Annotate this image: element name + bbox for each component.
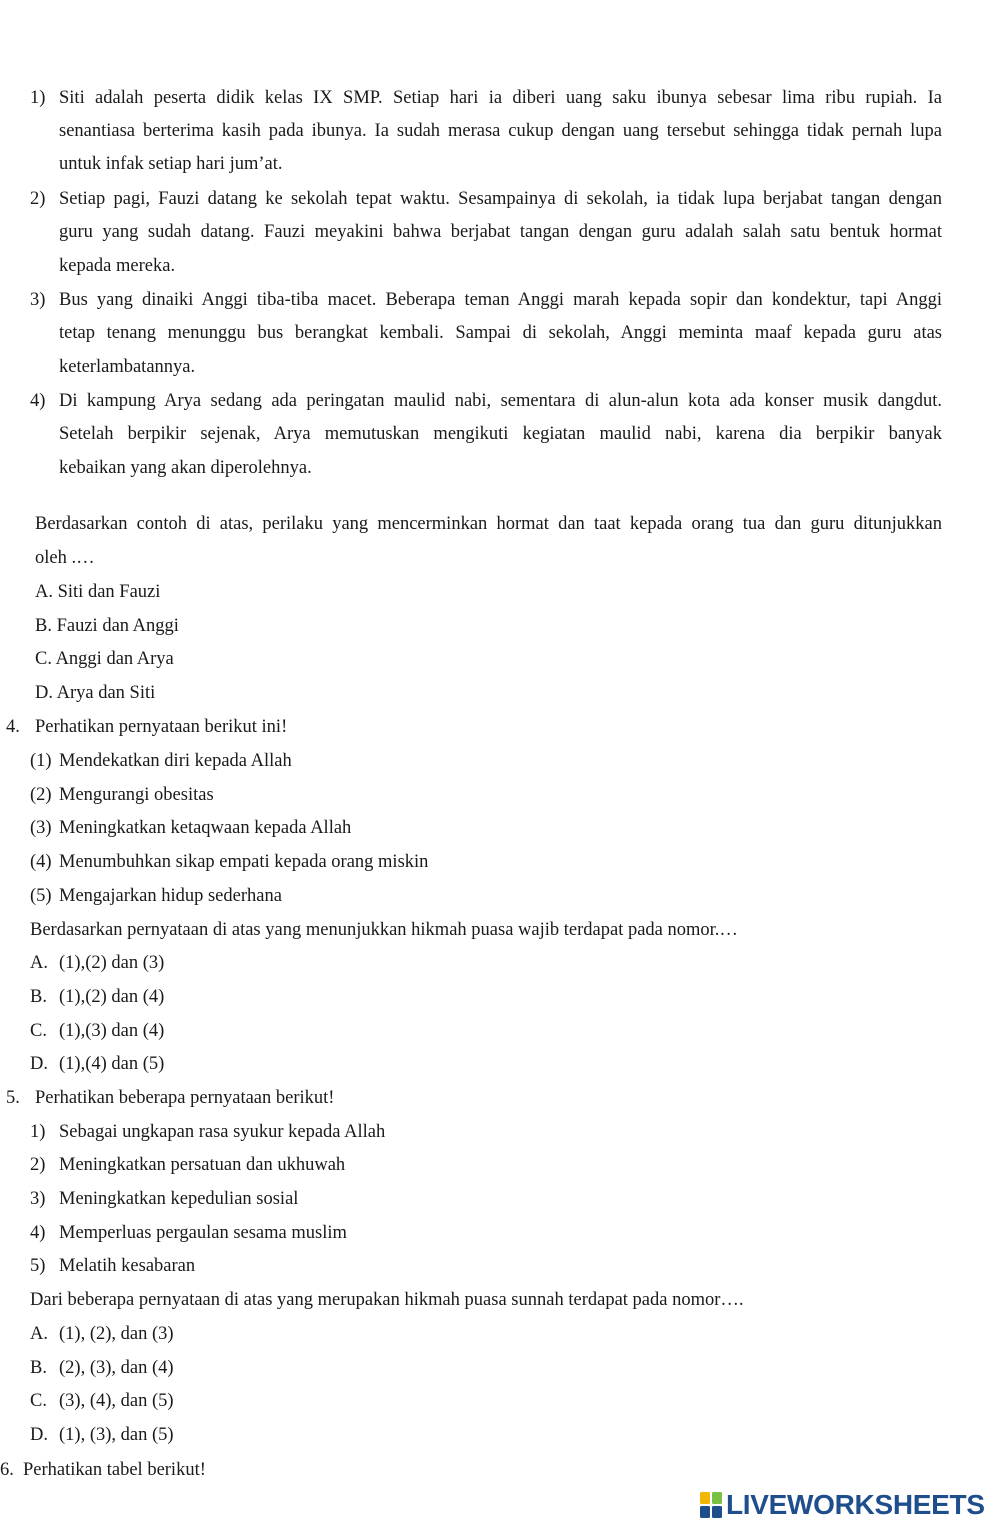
question-text: Dari beberapa pernyataan di atas yang merupakan hikmah puasa sunnah terdapat pada nomor…. [30, 1290, 744, 1310]
option-text: (2), (3), dan (4) [59, 1358, 174, 1378]
item-number: 1) [30, 88, 46, 108]
statement-number: 3) [30, 1189, 46, 1209]
watermark-text: LIVEWORKSHEETS [726, 1489, 985, 1520]
statement-number: 2) [30, 1155, 46, 1175]
statement-number: (5) [30, 886, 52, 906]
statement-number: (3) [30, 818, 52, 838]
item-text-line: Bus yang dinaiki Anggi tiba-tiba macet. Beberapa teman Anggi marah kepada sopir dan kondektur, tapi Anggi [59, 290, 942, 310]
item-text-line: guru yang sudah datang. Fauzi meyakini bahwa berjabat tangan dengan guru adalah salah satu bentuk hormat [59, 222, 942, 242]
option-letter: A. [30, 1324, 48, 1344]
option-text: (1), (3), dan (5) [59, 1425, 174, 1445]
statement-text: Mengajarkan hidup sederhana [59, 886, 282, 906]
item-text-line: tetap tenang menunggu bus berangkat kembali. Sampai di sekolah, Anggi meminta maaf kepada guru atas [59, 323, 942, 343]
answer-option-b[interactable]: B. Fauzi dan Anggi [35, 616, 179, 636]
question-text: Berdasarkan pernyataan di atas yang menunjukkan hikmah puasa wajib terdapat pada nomor.… [30, 920, 738, 940]
statement-text: Meningkatkan persatuan dan ukhuwah [59, 1155, 346, 1175]
item-text-line: untuk infak setiap hari jum’at. [59, 154, 283, 174]
option-letter: C. [30, 1021, 47, 1041]
item-text-line: Setiap pagi, Fauzi datang ke sekolah tepat waktu. Sesampainya di sekolah, ia tidak lupa berjabat tangan dengan [59, 189, 942, 209]
option-text: (1),(3) dan (4) [59, 1021, 165, 1041]
item-text-line: Di kampung Arya sedang ada peringatan maulid nabi, sementara di alun-alun kota ada konser musik dangdut. [59, 391, 942, 411]
option-letter: C. [30, 1391, 47, 1411]
question-number: 4. [6, 717, 20, 737]
answer-option-d[interactable]: D. Arya dan Siti [35, 683, 156, 703]
statement-text: Melatih kesabaran [59, 1256, 196, 1276]
question-number: 5. [6, 1088, 20, 1108]
option-text: (1),(2) dan (4) [59, 987, 165, 1007]
item-text-line: kebaikan yang akan diperolehnya. [59, 458, 312, 478]
statement-number: 4) [30, 1223, 46, 1243]
option-text: (1),(2) dan (3) [59, 953, 165, 973]
liveworksheets-logo [700, 1488, 985, 1522]
statement-text: Mengurangi obesitas [59, 785, 214, 805]
question-title: Perhatikan beberapa pernyataan berikut! [35, 1088, 335, 1108]
option-letter: D. [30, 1425, 48, 1445]
option-letter: D. [30, 1054, 48, 1074]
option-letter: B. [30, 1358, 47, 1378]
option-letter: A. [30, 953, 48, 973]
item-text-line: kepada mereka. [59, 256, 176, 276]
option-letter: B. [30, 987, 47, 1007]
statement-text: Menumbuhkan sikap empati kepada orang miskin [59, 852, 429, 872]
question-text-line: Berdasarkan contoh di atas, perilaku yang mencerminkan hormat dan taat kepada orang tua dan guru ditunjukkan [35, 514, 942, 534]
statement-number: (2) [30, 785, 52, 805]
item-text-line: keterlambatannya. [59, 357, 196, 377]
question-title: Perhatikan tabel berikut! [23, 1460, 206, 1480]
answer-option-c[interactable]: C. Anggi dan Arya [35, 649, 174, 669]
option-text: (3), (4), dan (5) [59, 1391, 174, 1411]
item-text-line: Siti adalah peserta didik kelas IX SMP. Setiap hari ia diberi uang saku ibunya sebesar lima ribu rupiah. Ia [59, 88, 942, 108]
statement-text: Meningkatkan kepedulian sosial [59, 1189, 299, 1209]
option-text: (1),(4) dan (5) [59, 1054, 165, 1074]
statement-number: 1) [30, 1122, 46, 1142]
statement-number: (1) [30, 751, 52, 771]
option-text: (1), (2), dan (3) [59, 1324, 174, 1344]
item-number: 4) [30, 391, 46, 411]
item-number: 3) [30, 290, 46, 310]
statement-text: Meningkatkan ketaqwaan kepada Allah [59, 818, 352, 838]
statement-number: (4) [30, 852, 52, 872]
item-text-line: senantiasa berterima kasih pada ibunya. Ia sudah merasa cukup dengan uang tersebut sehingga tidak pernah lupa [59, 121, 942, 141]
liveworksheets-logo-icon [700, 1492, 722, 1518]
question-text-line: oleh .… [35, 548, 95, 568]
question-number: 6. [0, 1460, 14, 1480]
question-title: Perhatikan pernyataan berikut ini! [35, 717, 288, 737]
statement-text: Memperluas pergaulan sesama muslim [59, 1223, 347, 1243]
statement-text: Mendekatkan diri kepada Allah [59, 751, 292, 771]
item-text-line: Setelah berpikir sejenak, Arya memutuskan mengikuti kegiatan maulid nabi, karena dia berpikir banyak [59, 424, 942, 444]
answer-option-a[interactable]: A. Siti dan Fauzi [35, 582, 161, 602]
statement-number: 5) [30, 1256, 46, 1276]
item-number: 2) [30, 189, 46, 209]
statement-text: Sebagai ungkapan rasa syukur kepada Allah [59, 1122, 386, 1142]
